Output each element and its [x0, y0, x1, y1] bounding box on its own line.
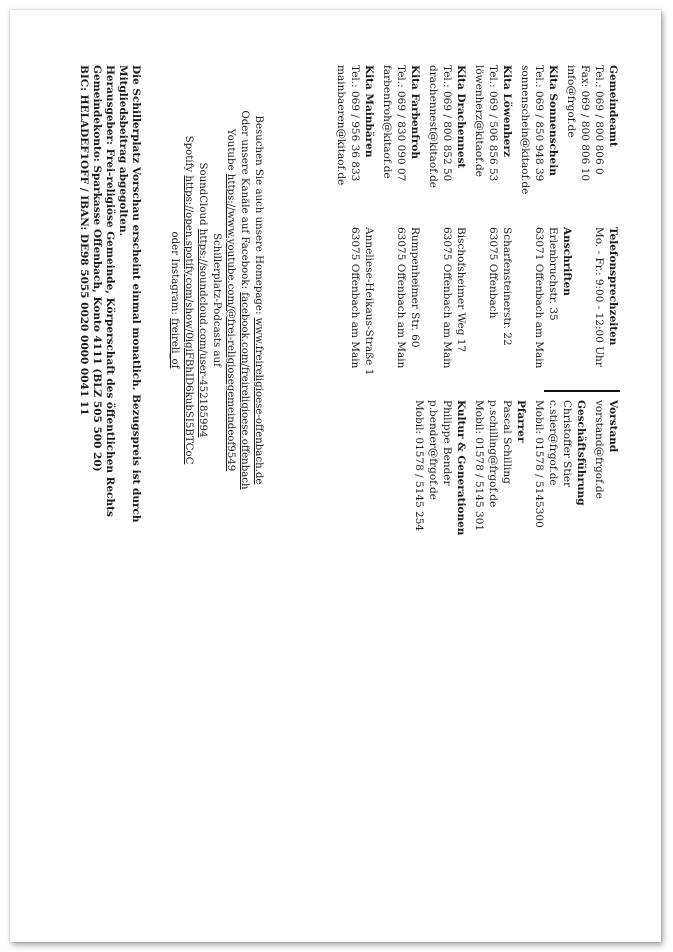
- office-line: Tel.: 069 / 956 36 833: [349, 65, 361, 182]
- address-2: [486, 227, 514, 375]
- facebook-line: [237, 65, 251, 535]
- spotify-prefix: Spotify: [183, 135, 194, 173]
- office-kita-sonnenschein: [518, 65, 560, 194]
- contact-kultur-generationen: [412, 400, 468, 535]
- contact-line: p.schilling@frgof.de: [487, 400, 499, 508]
- contact-line: p.bender@frgof.de: [427, 400, 439, 500]
- soundcloud-link[interactable]: https://soundcloud.com/user-452185994: [197, 228, 208, 438]
- footer-publication-note: Die Schillerplatz Vorschau erscheint einmal monatlich. Bezugspreis ist durch Mitgliedsbeitrag abgegolten.: [117, 65, 142, 523]
- office-line: Tel.: 069 / 800 806 0: [593, 65, 605, 175]
- youtube-line: [223, 65, 237, 535]
- office-name: Kita Löwenherz: [501, 65, 513, 157]
- footer-bank-account: Gemeindekonto: Sparkasse Offenbach, Konto 4111 (BLZ 505 500 20): [91, 65, 103, 472]
- office-line: löwenherz@kitaof.de: [473, 65, 485, 177]
- instagram-prefix: oder Instagram:: [169, 231, 180, 315]
- office-line: mainbaeren@kitaof.de: [335, 65, 347, 186]
- office-line: farbenfroh@kitaof.de: [381, 65, 393, 179]
- spotify-line: [181, 65, 195, 535]
- rotated-content: [60, 65, 620, 785]
- addresses-column: [344, 227, 620, 375]
- office-line: Tel.: 069 / 830 090 07: [395, 65, 407, 182]
- contact-line: Mobil: 01578 / 5145300: [533, 400, 545, 528]
- office-line: sonnenschein@kitaof.de: [519, 65, 531, 195]
- office-line: drachennest@kitaof.de: [427, 65, 439, 189]
- address-5: [348, 227, 376, 375]
- address-3: [440, 227, 468, 375]
- contact-line: Pascal Schilling: [501, 400, 513, 484]
- facebook-prefix: Oder unsere Kanäle auf Facebook:: [239, 110, 250, 290]
- office-gemeindeamt: [564, 65, 620, 194]
- contact-pfarrer: [472, 400, 528, 535]
- office-kita-drachennest: [426, 65, 468, 194]
- office-line: info@frgof.de: [565, 65, 577, 138]
- contact-line: Philippe Bender: [441, 400, 453, 486]
- address-line: 63075 Offenbach: [487, 227, 499, 319]
- facebook-link[interactable]: facebook.com/freireligioese.offenbach: [239, 292, 250, 490]
- contact-role: Pfarrer: [515, 400, 527, 443]
- document-page: [10, 10, 661, 942]
- address-line: Scharfensteinerstr. 22: [501, 227, 513, 346]
- phone-hours-title: Telefonsprechzeiten: [607, 227, 619, 346]
- address-line: Rumpenheimer Str. 60: [409, 227, 421, 348]
- instagram-line: [167, 65, 181, 535]
- instagram-link[interactable]: freireli_of: [169, 318, 180, 369]
- contact-line: Mobil: 01578 / 5145 301: [473, 400, 485, 532]
- phone-hours-value: Mo. - Fr.: 9:00 - 12:00 Uhr: [593, 227, 605, 367]
- homepage-prefix: Besuchen Sie auch unsere Homepage:: [253, 115, 264, 315]
- footer-bic-iban: BIC: HELADEF1OFF / IBAN: DE98 5055 0020 0000 0041 11: [78, 65, 90, 416]
- office-kita-mainbaeren: [334, 65, 376, 194]
- office-line: Fax: 069 / 800 806 10: [579, 65, 591, 182]
- address-line: Bischofsheimer Weg 17: [455, 227, 467, 353]
- soundcloud-prefix: SoundCloud: [197, 162, 208, 226]
- office-name: Kita Sonnenschein: [547, 65, 559, 176]
- contact-role: Kultur & Generationen: [455, 400, 467, 536]
- office-name: Kita Mainbären: [363, 65, 375, 158]
- footer-block: [77, 65, 142, 535]
- address-line: 63075 Offenbach am Main: [349, 227, 361, 369]
- office-name: Gemeindeamt: [607, 65, 619, 147]
- contact-line: vorstand@frgof.de: [593, 400, 605, 499]
- offices-column: [330, 65, 620, 194]
- homepage-line: [251, 65, 265, 535]
- addresses-title: Anschriften: [561, 227, 573, 296]
- phone-hours: [592, 227, 620, 375]
- contact-role: Geschäftsführung: [575, 400, 587, 506]
- address-line: Erlenbruchstr. 35: [547, 227, 559, 321]
- address-4: [394, 227, 422, 375]
- divider-rule: [544, 390, 620, 392]
- office-kita-loewenherz: [472, 65, 514, 194]
- contact-vorstand: [592, 400, 620, 535]
- footer-publisher: Herausgeber: Frei-religiöse Gemeinde, Körperschaft des öffentlichen Rechts: [104, 65, 116, 517]
- office-name: Kita Drachennest: [455, 65, 467, 169]
- address-line: 63071 Offenbach am Main: [533, 227, 545, 369]
- office-name: Kita Farbenfroh: [409, 65, 421, 159]
- address-line: Anneliese-Heikaus-Straße 1: [363, 227, 375, 376]
- office-line: Tel.: 069 / 506 856 53: [487, 65, 499, 182]
- links-block: [167, 65, 265, 535]
- soundcloud-line: [195, 65, 209, 535]
- contacts-column: [408, 400, 620, 535]
- address-1: [532, 227, 574, 375]
- youtube-link[interactable]: https://www.youtube.com/@frei-religiosegemeindeof9549: [225, 173, 236, 472]
- office-kita-farbenfroh: [380, 65, 422, 194]
- contact-line: Mobil: 01578 / 5145 254: [413, 400, 425, 532]
- contact-line: c.stier@frgof.de: [547, 400, 559, 486]
- contact-line: Christoffer Stier: [561, 400, 573, 488]
- homepage-link[interactable]: www.freireligioese-offenbach.de: [253, 317, 264, 485]
- office-line: Tel.: 069 / 800 852 50: [441, 65, 453, 182]
- contact-role: Vorstand: [607, 400, 619, 453]
- spotify-link[interactable]: https://open.spotify.com/show/0igiFBhID6kubSI5BTCoC: [183, 175, 194, 465]
- contact-geschaeftsfuehrung: [532, 400, 588, 535]
- podcast-line: Schillerplatz-Podcasts auf: [211, 233, 222, 367]
- youtube-prefix: Youtube: [225, 128, 236, 171]
- office-line: Tel.: 069 / 850 948 39: [533, 65, 545, 182]
- address-line: 63075 Offenbach am Main: [395, 227, 407, 369]
- address-line: 63075 Offenbach am Main: [441, 227, 453, 369]
